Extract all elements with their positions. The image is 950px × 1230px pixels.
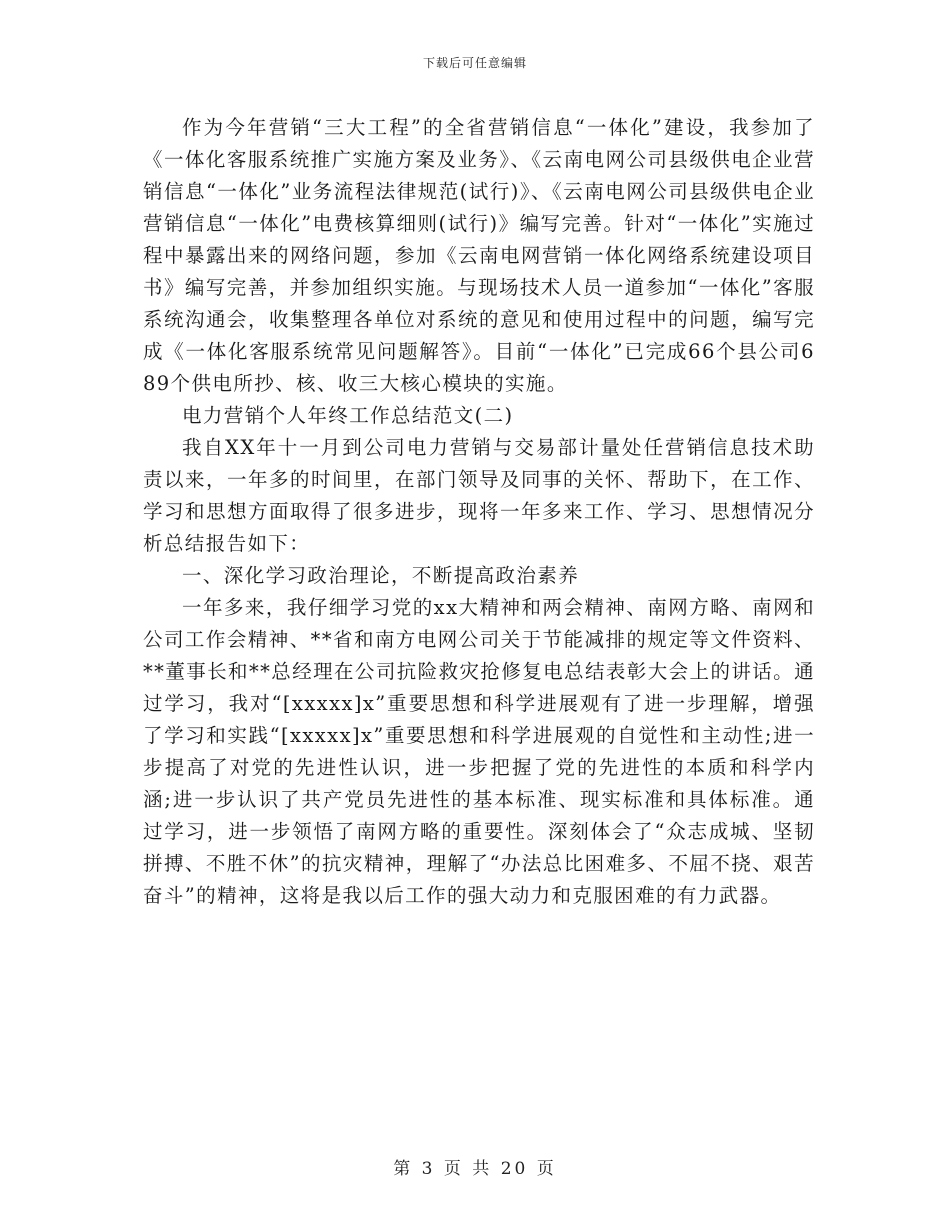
- section-heading-1: 一、深化学习政治理论，不断提高政治素养: [182, 564, 580, 587]
- page-header: 下载后可任意编辑: [422, 56, 527, 70]
- paragraph-2: 我自XX年十一月到公司电力营销与交易部计量处任营销信息技术助责以来，一年多的时间里，在部门领导及同事的关怀、帮助下，在工作、学习和思想方面取得了很多进步，现将一年多来工作、学习、思想情况分析总结报告如下：: [143, 436, 815, 555]
- document-body: [143, 112, 815, 912]
- section-title-2: 电力营销个人年终工作总结范文(二): [182, 404, 514, 427]
- paragraph-3: 一年多来，我仔细学习党的xx大精神和两会精神、南网方略、南网和公司工作会精神、**省和南方电网公司关于节能减排的规定等文件资料、**董事长和**总经理在公司抗险救灾抢修复电总结表彰大会上的讲话。通过学习，我对“[xxxxx]x”重要思想和科学进展观有了进一步理解，增强了学习和实践“[xxxxx]x”重要思想和科学进展观的自觉性和主动性;进一步提高了对党的先进性认识，进一步把握了党的先进性的本质和科学内涵;进一步认识了共产党员先进性的基本标准、现实标准和具体标准。通过学习，进一步领悟了南网方略的重要性。深刻体会了“众志成城、坚韧拼搏、不胜不休”的抗灾精神，理解了“办法总比困难多、不屈不挠、艰苦奋斗”的精神，这将是我以后工作的强大动力和克服困难的有力武器。: [143, 596, 815, 907]
- paragraph-1: 作为今年营销“三大工程”的全省营销信息“一体化”建设，我参加了《一体化客服系统推广实施方案及业务》、《云南电网公司县级供电企业营销信息“一体化”业务流程法律规范(试行)》、《云南电网公司县级供电企业营销信息“一体化”电费核算细则(试行)》编写完善。针对“一体化”实施过程中暴露出来的网络问题，参加《云南电网营销一体化网络系统建设项目书》编写完善，并参加组织实施。与现场技术人员一道参加“一体化”客服系统沟通会，收集整理各单位对系统的意见和使用过程中的问题，编写完成《一体化客服系统常见问题解答》。目前“一体化”已完成66个县公司689个供电所抄、核、收三大核心模块的实施。: [143, 116, 815, 395]
- page-number: 第 3 页 共 20 页: [393, 1159, 557, 1179]
